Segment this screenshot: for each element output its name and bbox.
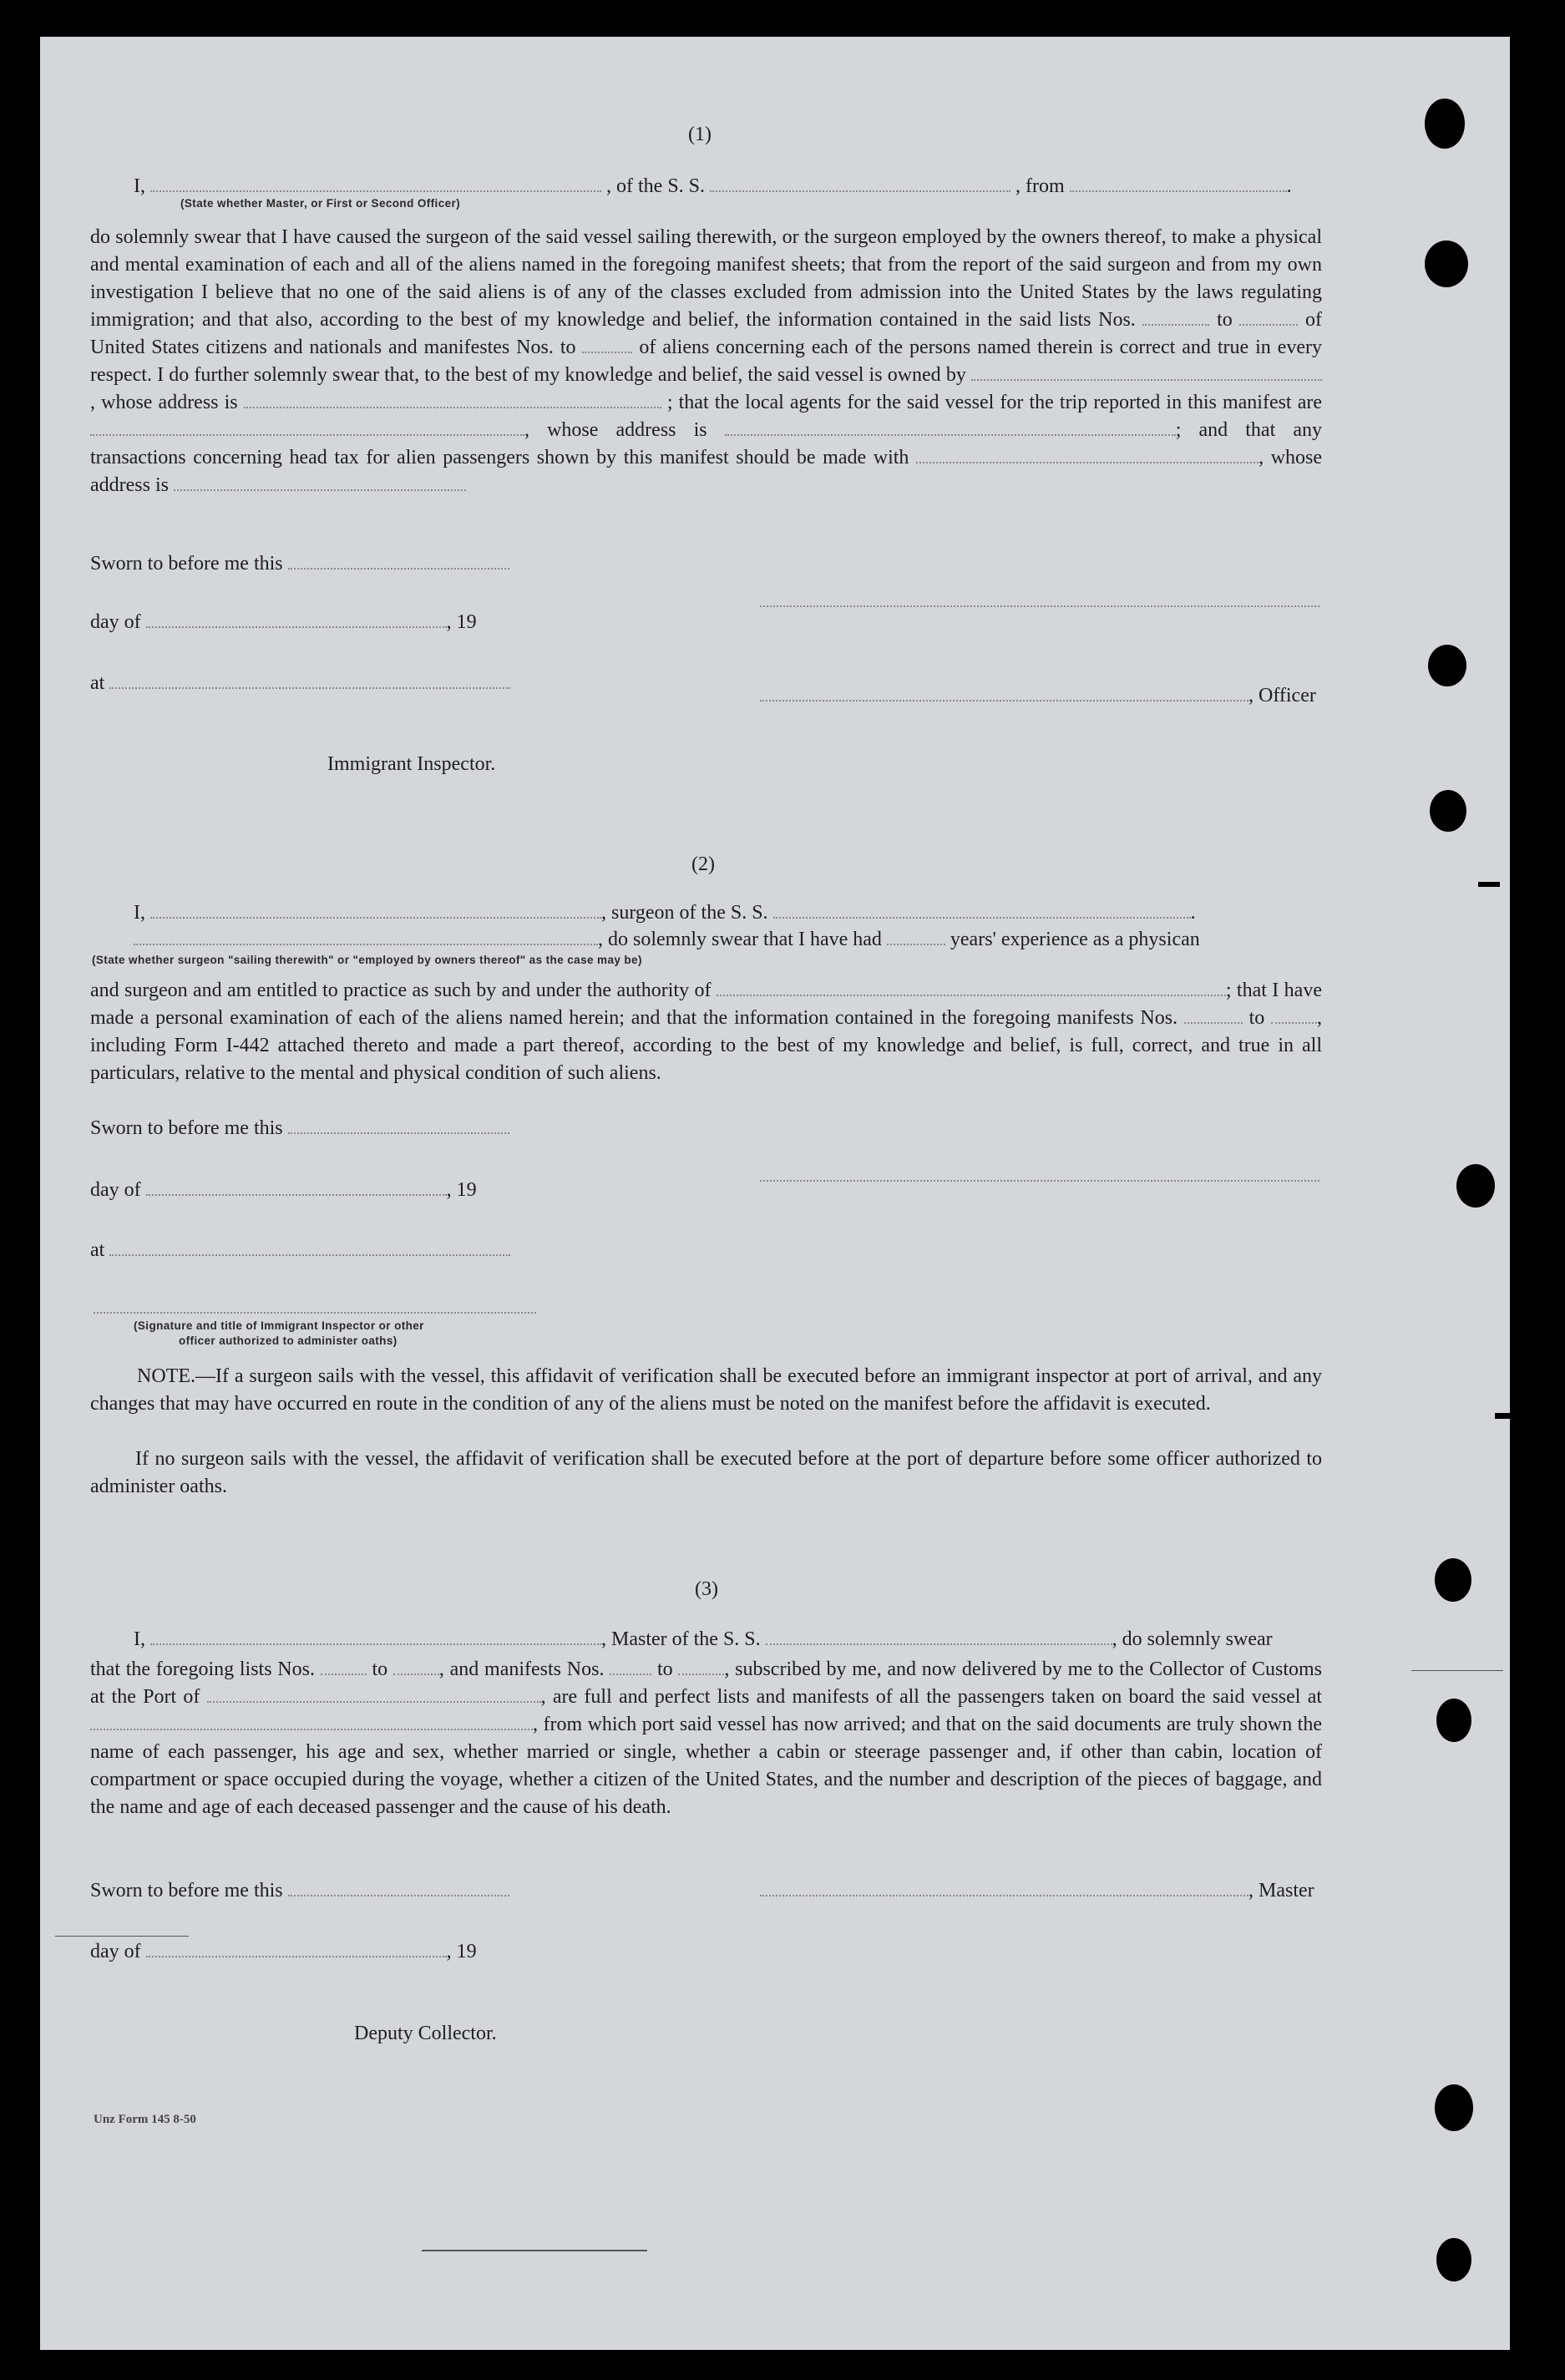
signature-1-line[interactable] xyxy=(760,605,1319,607)
master-signature-field[interactable] xyxy=(760,1894,1248,1896)
deputy-collector-label: Deputy Collector. xyxy=(354,2023,497,2044)
scan-scratch xyxy=(55,1936,189,1937)
day-of-3-label: day of , 19 xyxy=(90,1941,477,1962)
officer-name-field[interactable] xyxy=(150,190,601,192)
scan-scratch xyxy=(422,2250,647,2251)
manifests-3-from-field[interactable] xyxy=(610,1673,651,1675)
collector-port-field[interactable] xyxy=(207,1700,541,1703)
punch-hole xyxy=(1436,2238,1471,2281)
officer-signature-line: , Officer xyxy=(760,685,1316,707)
oath-3-body: that the foregoing lists Nos. to , and manifests Nos. to , subscribed by me, and now delivered by me to the Collector of Customs at the Port of , are full and perfect lists and manifests of all the passengers taken on board the said vessel at , from which port said vessel has now arrived; and that on the said documents are truly shown the name of each passenger, his age and sex, whether married or single, whether a cabin or steerage passenger and, if other than cabin, location of compartment or space occupied during the voyage, whether a citizen of the United States, and the number and description of the pieces of baggage, and the name and age of each deceased passenger and the cause of his death. xyxy=(90,1658,1323,1818)
at-2-label: at xyxy=(90,1239,510,1262)
master-name-field[interactable] xyxy=(150,1643,601,1645)
sworn-2-date-field[interactable] xyxy=(288,1132,509,1134)
day-of-2-label: day of , 19 xyxy=(90,1179,477,1201)
punch-hole xyxy=(1425,241,1468,287)
master-signature-line: , Master xyxy=(760,1880,1314,1902)
surgeon-caption: (State whether surgeon "sailing therewith" or "employed by owners thereof" as the case may be) xyxy=(92,954,642,966)
signature-caption-line-2: officer authorized to administer oaths) xyxy=(179,1334,398,1347)
section-1-number: (1) xyxy=(688,124,712,145)
day-of-1-field[interactable] xyxy=(146,625,447,628)
oath-1-body: do solemnly swear that I have caused the surgeon of the said vessel sailing therewith, or the surgeon employed by the owners thereof, to make a physical and mental examination of each and all of the aliens named in the foregoing manifest sheets; that from the report of the said surgeon and from my own investigation I believe that no one of the said aliens is of any of the classes excluded from admission into the United States by the laws regulating immigration; and that also, according to the best of my knowledge and belief, the information contained in the said lists Nos. to of United States citizens and nationals and manifestes Nos. to of aliens concerning each of the persons named therein is correct and true in every respect. I do further solemnly swear that, to the best of my knowledge and belief, the said vessel is owned by , whose address is ; that the local agents for the said vessel for the trip reported in this manifest are , whose address is ; and that any transactions concerning head tax for alien passengers shown by this manifest should be made with , whose address is xyxy=(90,226,1323,496)
oath-3-first-line: I, , Master of the S. S. , do solemnly swear xyxy=(134,1628,1273,1650)
manifests-to-2-field[interactable] xyxy=(1271,1021,1317,1024)
section-2-number: (2) xyxy=(691,853,715,875)
inspector-signature-line[interactable] xyxy=(94,1311,536,1314)
owner-field[interactable] xyxy=(971,378,1322,381)
master-vessel-field[interactable] xyxy=(766,1643,1112,1645)
edge-mark xyxy=(1478,882,1500,887)
authority-field[interactable] xyxy=(717,994,1226,996)
surgeon-name-field[interactable] xyxy=(150,916,601,919)
departure-port-field[interactable] xyxy=(1070,190,1287,192)
lists-from-field[interactable] xyxy=(1142,323,1209,326)
sworn-1-label: Sworn to before me this xyxy=(90,553,509,575)
at-1-label: at xyxy=(90,672,510,695)
at-2-field[interactable] xyxy=(109,1253,510,1256)
boarding-port-field[interactable] xyxy=(90,1728,533,1730)
section-3-number: (3) xyxy=(695,1578,718,1600)
vessel-name-field[interactable] xyxy=(710,190,1010,192)
oath-2-first-line: I, , surgeon of the S. S. . xyxy=(134,902,1196,924)
manifests-from-field[interactable] xyxy=(1184,1021,1243,1024)
surgeon-type-field[interactable] xyxy=(134,943,598,945)
lists-3-to-field[interactable] xyxy=(393,1673,439,1675)
form-number: Unz Form 145 8-50 xyxy=(94,2113,196,2126)
officer-caption: (State whether Master, or First or Second Officer) xyxy=(180,197,461,210)
surgeon-vessel-field[interactable] xyxy=(773,916,1191,919)
lists-to-field[interactable] xyxy=(1239,323,1298,326)
day-of-2-field[interactable] xyxy=(146,1193,447,1196)
agents-field[interactable] xyxy=(90,433,524,436)
oath-2-second-line: , do solemnly swear that I have had years' experience as a physican xyxy=(134,929,1200,951)
punch-hole xyxy=(1430,790,1466,832)
signature-caption-line-1: (Signature and title of Immigrant Inspector or other xyxy=(134,1319,424,1332)
oath-2-body: and surgeon and am entitled to practice as such by and under the authority of ; that I have made a personal examination of each of the aliens named herein; and that the information contained in the foregoing manifests Nos. to , including Form I-442 attached thereto and made a part thereof, according to the best of my knowledge and belief, is full, correct, and true in all particulars, relative to the mental and physical condition of such aliens. xyxy=(90,980,1323,1084)
punch-hole xyxy=(1428,645,1466,686)
punch-hole xyxy=(1425,99,1465,149)
owner-address-field[interactable] xyxy=(244,406,661,408)
punch-hole xyxy=(1436,1699,1471,1742)
manifests-3-to-field[interactable] xyxy=(678,1673,724,1675)
day-of-1-label: day of , 19 xyxy=(90,611,477,633)
edge-mark xyxy=(1517,204,1525,264)
lists-3-from-field[interactable] xyxy=(321,1673,367,1675)
note-paragraph: NOTE.—If a surgeon sails with the vessel, this affidavit of verification shall be executed before an immigrant inspector at port of arrival, and any changes that may have occurred en route in the condition of any of the aliens must be noted on the manifest before the affidavit is executed. xyxy=(90,1365,1322,1415)
signature-2-line[interactable] xyxy=(760,1179,1319,1182)
sworn-2-label: Sworn to before me this xyxy=(90,1117,509,1140)
sworn-3-date-field[interactable] xyxy=(288,1894,509,1896)
immigrant-inspector-label: Immigrant Inspector. xyxy=(327,753,496,775)
sworn-1-date-field[interactable] xyxy=(288,567,509,570)
agents-address-field[interactable] xyxy=(725,433,1176,436)
at-1-field[interactable] xyxy=(109,686,510,689)
officer-signature-field[interactable] xyxy=(760,699,1248,701)
head-tax-address-field[interactable] xyxy=(174,489,466,491)
sworn-3-label: Sworn to before me this xyxy=(90,1880,509,1902)
edge-mark xyxy=(1495,1413,1525,1419)
years-experience-field[interactable] xyxy=(887,943,945,945)
oath-1-first-line: I, , of the S. S. , from . xyxy=(134,175,1292,197)
scan-scratch xyxy=(1411,1670,1503,1671)
manifests-to-field[interactable] xyxy=(582,351,632,353)
punch-hole xyxy=(1435,2084,1473,2131)
head-tax-field[interactable] xyxy=(916,461,1259,463)
punch-hole xyxy=(1435,1558,1471,1602)
day-of-3-field[interactable] xyxy=(146,1955,447,1957)
punch-hole xyxy=(1456,1164,1495,1208)
note-paragraph-2: If no surgeon sails with the vessel, the affidavit of verification shall be executed before at the port of departure before some officer authorized to administer oaths. xyxy=(90,1448,1322,1497)
